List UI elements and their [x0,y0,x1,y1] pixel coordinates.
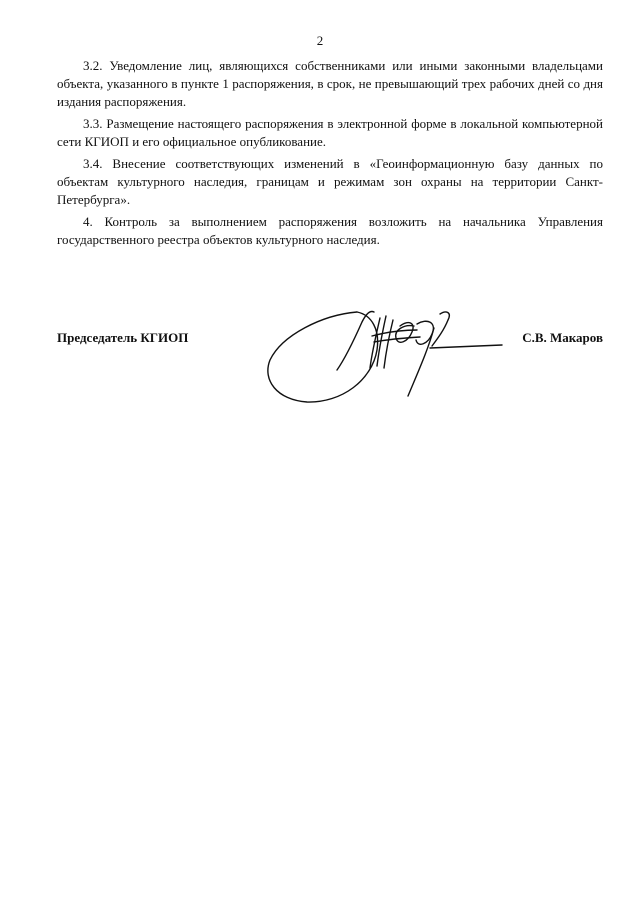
signer-name: С.В. Макаров [522,330,603,345]
signer-title: Председатель КГИОП [57,330,189,345]
handwritten-signature [262,290,512,410]
paragraph-3-4: 3.4. Внесение соответствующих изменений в «Геоинформационную базу данных по объектам культурного наследия, границам и режимам зон охраны на территории Санкт-Петербурга». [57,156,603,207]
paragraph-3-2: 3.2. Уведомление лиц, являющихся собственниками или иными законными владельцами объекта, указанного в пункте 1 распоряжения, в срок, не превышающий трех рабочих дней со дня издания распоряжения. [57,58,603,109]
paragraph-4: 4. Контроль за выполнением распоряжения возложить на начальника Управления государственного реестра объектов культурного наследия. [57,214,603,247]
document-body [57,57,603,253]
paragraph-3-3: 3.3. Размещение настоящего распоряжения в электронной форме в локальной компьютерной сети КГИОП и его официальное опубликование. [57,116,603,149]
page-number: 2 [316,33,324,48]
